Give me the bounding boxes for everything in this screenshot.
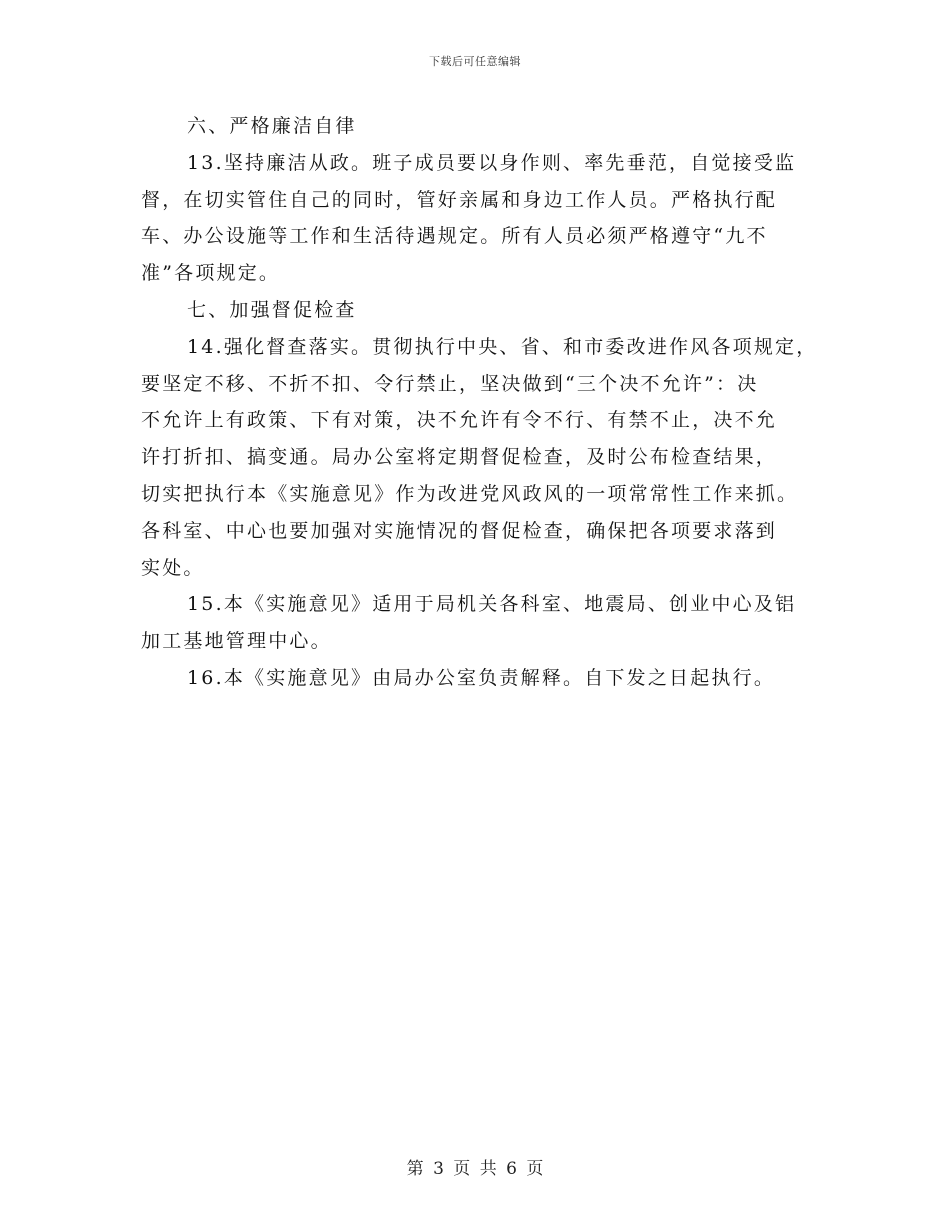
paragraph-13-line-4: 准”各项规定。	[141, 262, 281, 285]
paragraph-13-line-2: 督，在切实管住自己的同时，管好亲属和身边工作人员。严格执行配	[141, 188, 778, 211]
section-heading-6: 六、严格廉洁自律	[187, 115, 357, 137]
document-body	[141, 108, 831, 697]
paragraph-14-line-2: 要坚定不移、不折不扣、令行禁止，坚决做到“三个决不允许”：决	[141, 372, 759, 395]
paragraph-16-line-1: 16.本《实施意见》由局办公室负责解释。自下发之日起执行。	[187, 666, 776, 689]
paragraph-14-line-1: 14.强化督查落实。贯彻执行中央、省、和市委改进作风各项规定，	[187, 335, 818, 358]
paragraph-14-line-5: 切实把执行本《实施意见》作为改进党风政风的一项常常性工作来抓。	[141, 482, 799, 505]
paragraph-13-line-1: 13.坚持廉洁从政。班子成员要以身作则、率先垂范，自觉接受监	[187, 151, 797, 174]
paragraph-14-line-4: 许打折扣、搞变通。局办公室将定期督促检查，及时公布检查结果，	[141, 446, 778, 469]
paragraph-13-line-3: 车、办公设施等工作和生活待遇规定。所有人员必须严格遵守“九不	[141, 225, 768, 248]
paragraph-15-line-2: 加工基地管理中心。	[141, 630, 332, 653]
page-header: 下载后可任意编辑	[429, 55, 521, 68]
paragraph-15-line-1: 15.本《实施意见》适用于局机关各科室、地震局、创业中心及铝	[187, 593, 797, 616]
page-footer: 第 3 页 共 6 页	[406, 1159, 544, 1179]
paragraph-14-line-3: 不允许上有政策、下有对策，决不允许有令不行、有禁不止，决不允	[141, 409, 778, 432]
section-heading-7: 七、加强督促检查	[187, 298, 357, 321]
paragraph-14-line-7: 实处。	[141, 556, 205, 579]
paragraph-14-line-6: 各科室、中心也要加强对实施情况的督促检查，确保把各项要求落到	[141, 519, 778, 542]
